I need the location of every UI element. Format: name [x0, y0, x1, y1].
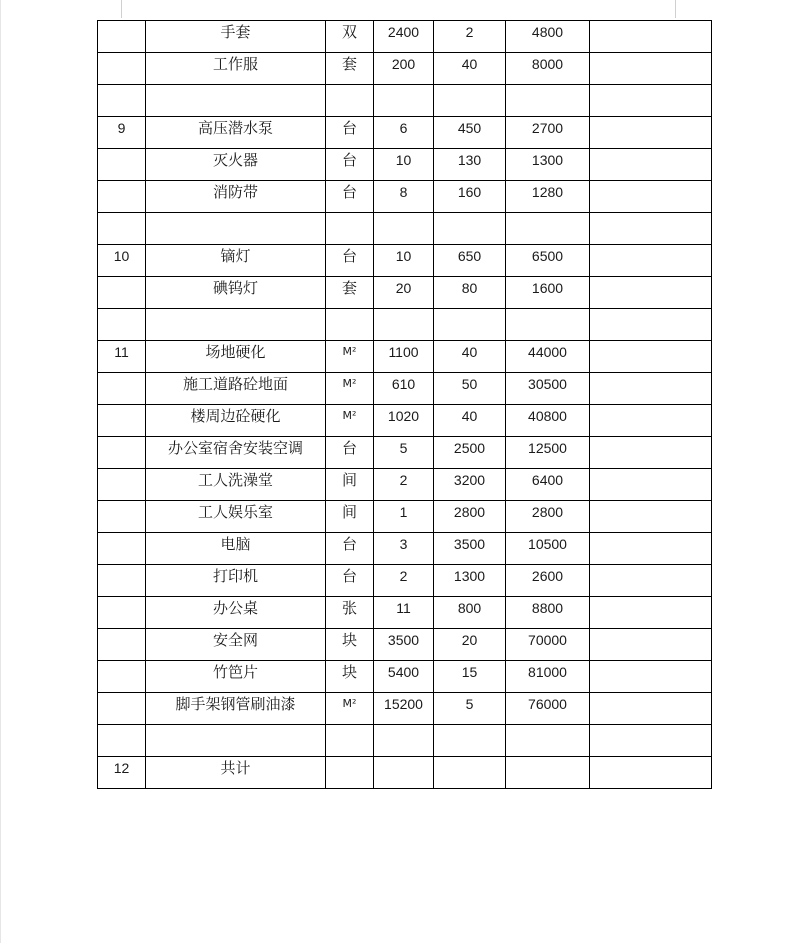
cell-note	[590, 693, 712, 725]
cell-unit: M²	[326, 341, 374, 373]
cell-item-name: 高压潜水泵	[146, 117, 326, 149]
cell-quantity: 1	[374, 501, 434, 533]
cell-total	[506, 213, 590, 245]
cell-unit: 块	[326, 629, 374, 661]
cell-total: 4800	[506, 21, 590, 53]
cell-item-name	[146, 309, 326, 341]
cell-note	[590, 629, 712, 661]
cell-unit-price: 160	[434, 181, 506, 213]
cell-total: 44000	[506, 341, 590, 373]
cell-unit-price	[434, 309, 506, 341]
cell-quantity: 10	[374, 245, 434, 277]
cell-number	[98, 501, 146, 533]
cell-quantity: 11	[374, 597, 434, 629]
cell-unit-price: 80	[434, 277, 506, 309]
cell-quantity: 2	[374, 469, 434, 501]
cell-quantity: 610	[374, 373, 434, 405]
cell-note	[590, 597, 712, 629]
cell-total: 1600	[506, 277, 590, 309]
cell-unit: 套	[326, 277, 374, 309]
cell-quantity: 5	[374, 437, 434, 469]
cell-number	[98, 629, 146, 661]
cell-note	[590, 565, 712, 597]
table-row	[98, 213, 712, 245]
cell-item-name: 场地硬化	[146, 341, 326, 373]
cell-unit-price	[434, 213, 506, 245]
cell-total: 76000	[506, 693, 590, 725]
cell-quantity: 20	[374, 277, 434, 309]
cell-number	[98, 693, 146, 725]
cell-quantity: 3500	[374, 629, 434, 661]
cell-number	[98, 181, 146, 213]
cell-item-name: 楼周边砼硬化	[146, 405, 326, 437]
table-row	[98, 469, 712, 501]
cell-unit: 间	[326, 469, 374, 501]
cell-item-name: 脚手架钢管刷油漆	[146, 693, 326, 725]
cell-item-name: 灭火器	[146, 149, 326, 181]
cell-unit-price: 40	[434, 53, 506, 85]
cell-unit: 台	[326, 181, 374, 213]
cell-number	[98, 277, 146, 309]
cell-item-name	[146, 725, 326, 757]
cell-note	[590, 117, 712, 149]
cell-note	[590, 661, 712, 693]
cell-total: 8800	[506, 597, 590, 629]
cell-total: 1280	[506, 181, 590, 213]
table-row	[98, 693, 712, 725]
table-row	[98, 277, 712, 309]
cell-number	[98, 309, 146, 341]
table-row	[98, 757, 712, 789]
cell-unit: 台	[326, 245, 374, 277]
cell-total: 10500	[506, 533, 590, 565]
cell-note	[590, 309, 712, 341]
cell-number	[98, 53, 146, 85]
cell-note	[590, 373, 712, 405]
table-row	[98, 85, 712, 117]
table-row	[98, 21, 712, 53]
cell-number: 12	[98, 757, 146, 789]
cell-number	[98, 373, 146, 405]
right-margin-mark	[675, 0, 676, 18]
table-row	[98, 661, 712, 693]
table-row	[98, 149, 712, 181]
cell-note	[590, 341, 712, 373]
left-margin-mark	[121, 0, 122, 18]
cell-unit	[326, 757, 374, 789]
cell-item-name: 工作服	[146, 53, 326, 85]
table-row	[98, 533, 712, 565]
table-row	[98, 181, 712, 213]
cell-number	[98, 437, 146, 469]
cell-item-name: 安全网	[146, 629, 326, 661]
cell-quantity	[374, 309, 434, 341]
cell-item-name: 施工道路砼地面	[146, 373, 326, 405]
cell-item-name	[146, 85, 326, 117]
cell-item-name: 镝灯	[146, 245, 326, 277]
cell-total: 40800	[506, 405, 590, 437]
cell-note	[590, 213, 712, 245]
cell-total: 1300	[506, 149, 590, 181]
cell-item-name: 打印机	[146, 565, 326, 597]
table-row	[98, 629, 712, 661]
cell-number: 11	[98, 341, 146, 373]
cell-note	[590, 757, 712, 789]
cell-note	[590, 85, 712, 117]
cell-total: 8000	[506, 53, 590, 85]
cell-total: 30500	[506, 373, 590, 405]
cost-table	[97, 20, 712, 789]
cell-unit-price: 2	[434, 21, 506, 53]
cell-unit-price: 20	[434, 629, 506, 661]
cell-item-name: 手套	[146, 21, 326, 53]
cell-number	[98, 149, 146, 181]
cell-note	[590, 277, 712, 309]
cell-number	[98, 597, 146, 629]
cell-unit-price	[434, 757, 506, 789]
cell-quantity: 6	[374, 117, 434, 149]
table-row	[98, 725, 712, 757]
cell-unit	[326, 213, 374, 245]
cell-unit	[326, 85, 374, 117]
cell-unit: 双	[326, 21, 374, 53]
cell-number	[98, 21, 146, 53]
cell-unit-price	[434, 85, 506, 117]
cell-unit: M²	[326, 693, 374, 725]
cell-quantity	[374, 85, 434, 117]
cell-note	[590, 21, 712, 53]
cell-total: 70000	[506, 629, 590, 661]
cell-unit: 台	[326, 437, 374, 469]
cell-unit-price: 40	[434, 341, 506, 373]
cell-quantity: 1100	[374, 341, 434, 373]
cell-total: 2800	[506, 501, 590, 533]
cell-quantity	[374, 725, 434, 757]
cell-unit-price: 800	[434, 597, 506, 629]
table-row	[98, 341, 712, 373]
cell-quantity: 1020	[374, 405, 434, 437]
page-edge	[0, 0, 1, 943]
table-row	[98, 53, 712, 85]
cell-number	[98, 213, 146, 245]
cell-note	[590, 469, 712, 501]
cell-item-name: 碘钨灯	[146, 277, 326, 309]
cell-unit: 台	[326, 565, 374, 597]
cell-note	[590, 405, 712, 437]
cell-unit: 张	[326, 597, 374, 629]
cell-unit-price: 5	[434, 693, 506, 725]
cell-item-name: 电脑	[146, 533, 326, 565]
cell-note	[590, 53, 712, 85]
cell-item-name: 办公室宿舍安装空调	[146, 437, 326, 469]
cell-total	[506, 309, 590, 341]
table-row	[98, 501, 712, 533]
cell-unit	[326, 309, 374, 341]
cell-number	[98, 405, 146, 437]
cell-total: 6500	[506, 245, 590, 277]
cell-unit-price: 130	[434, 149, 506, 181]
cell-unit-price: 450	[434, 117, 506, 149]
cell-item-name: 竹笆片	[146, 661, 326, 693]
cell-note	[590, 725, 712, 757]
cell-unit-price: 650	[434, 245, 506, 277]
cell-unit: 台	[326, 149, 374, 181]
cell-unit-price: 50	[434, 373, 506, 405]
cell-number: 10	[98, 245, 146, 277]
cell-quantity: 2400	[374, 21, 434, 53]
cell-unit: 台	[326, 533, 374, 565]
table-row	[98, 437, 712, 469]
cell-note	[590, 181, 712, 213]
cell-item-name: 共计	[146, 757, 326, 789]
cell-quantity	[374, 757, 434, 789]
cell-quantity: 3	[374, 533, 434, 565]
table-row	[98, 373, 712, 405]
cell-quantity: 5400	[374, 661, 434, 693]
cell-unit-price	[434, 725, 506, 757]
cell-quantity: 15200	[374, 693, 434, 725]
cell-unit: M²	[326, 373, 374, 405]
cell-item-name	[146, 213, 326, 245]
cell-quantity	[374, 213, 434, 245]
cell-total: 81000	[506, 661, 590, 693]
cell-unit-price: 3200	[434, 469, 506, 501]
cell-number	[98, 565, 146, 597]
cell-unit: 台	[326, 117, 374, 149]
cell-total: 2600	[506, 565, 590, 597]
cell-number	[98, 85, 146, 117]
cell-total: 12500	[506, 437, 590, 469]
cell-note	[590, 149, 712, 181]
cell-quantity: 8	[374, 181, 434, 213]
cell-total: 6400	[506, 469, 590, 501]
cell-unit-price: 40	[434, 405, 506, 437]
cell-number	[98, 469, 146, 501]
cell-unit: M²	[326, 405, 374, 437]
table-row	[98, 405, 712, 437]
cell-unit-price: 2500	[434, 437, 506, 469]
cell-number	[98, 725, 146, 757]
cell-unit: 套	[326, 53, 374, 85]
cell-unit: 间	[326, 501, 374, 533]
cell-unit-price: 2800	[434, 501, 506, 533]
cell-unit-price: 1300	[434, 565, 506, 597]
table-row	[98, 597, 712, 629]
cell-unit	[326, 725, 374, 757]
cell-item-name: 工人娱乐室	[146, 501, 326, 533]
cell-unit-price: 3500	[434, 533, 506, 565]
cell-note	[590, 533, 712, 565]
cell-number: 9	[98, 117, 146, 149]
table-row	[98, 117, 712, 149]
cell-unit-price: 15	[434, 661, 506, 693]
cell-quantity: 2	[374, 565, 434, 597]
cell-total	[506, 85, 590, 117]
cell-note	[590, 437, 712, 469]
cell-total	[506, 725, 590, 757]
cell-total	[506, 757, 590, 789]
cell-total: 2700	[506, 117, 590, 149]
cell-number	[98, 661, 146, 693]
cell-quantity: 10	[374, 149, 434, 181]
cell-item-name: 办公桌	[146, 597, 326, 629]
cell-unit: 块	[326, 661, 374, 693]
table-row	[98, 565, 712, 597]
cell-item-name: 消防带	[146, 181, 326, 213]
cell-item-name: 工人洗澡堂	[146, 469, 326, 501]
cell-number	[98, 533, 146, 565]
cell-quantity: 200	[374, 53, 434, 85]
table-row	[98, 245, 712, 277]
table-row	[98, 309, 712, 341]
table-body	[98, 21, 712, 789]
cell-note	[590, 245, 712, 277]
cell-note	[590, 501, 712, 533]
